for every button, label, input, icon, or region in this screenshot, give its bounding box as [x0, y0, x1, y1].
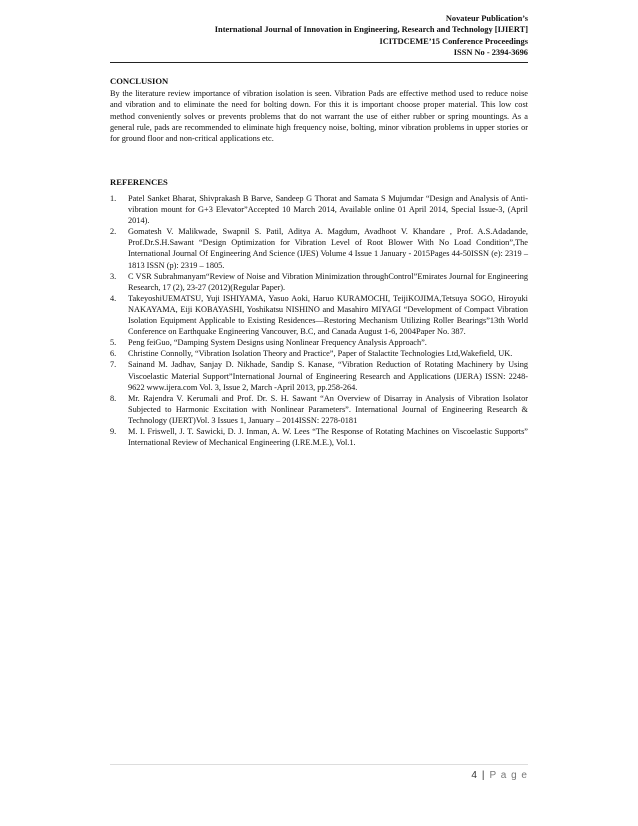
- reference-number: 4.: [110, 293, 117, 303]
- reference-text: Gomatesh V. Malikwade, Swapnil S. Patil, Aditya A. Magdum, Avadhoot V. Khandare , Prof. A.S.Adadande, Prof.Dr.S.H.Sawant “Design Optimization for Vibration Level of Root Blower With No Load Condition”,The International Journal Of Engineering And Science (IJES) Volume 4 Issue 1 January - 2015Pages 44-50ISSN (e): 2319 – 1813 ISSN (p): 2319 – 1805.: [128, 227, 528, 270]
- reference-text: Mr. Rajendra V. Kerumali and Prof. Dr. S. H. Sawant “An Overview of Disarray in Analysis of Vibration Isolator Subjected to Harmonic Excitation with Nonlinear Parameters”. International Journal of Engineering Research & Technology (IJERT)Vol. 3 Issues 1, January – 2014ISSN: 2278-0181: [128, 393, 528, 425]
- reference-number: 7.: [110, 360, 117, 370]
- reference-number: 8.: [110, 393, 117, 403]
- reference-number: 1.: [110, 194, 117, 203]
- reference-text: Patel Sanket Bharat, Shivprakash B Barve, Sandeep G Thorat and Samata S Mujumdar “Design and Analysis of Anti-vibration mount for G+3 Elevator”Accepted 10 March 2014, Available online 01 April 2014, Special Issue-3, (April 2014).: [128, 194, 528, 226]
- conclusion-paragraph: By the literature review importance of vibration isolation is seen. Vibration Pads are effective method used to reduce noise and vibration and to eliminate the need for bolting down. For this it is important choose proper material. This low cost method conveniently solves or prevents problems that do not warrant the use of either rubber or spring mountings. As a general rule, pads are recommended to eliminate high frequency noise, bolting, minor vibration problems in upper stories or for ground floor and non-critical applications etc.: [110, 89, 528, 144]
- reference-number: 9.: [110, 426, 117, 436]
- reference-item: [110, 426, 528, 448]
- references-list: [110, 193, 528, 448]
- references-heading: REFERENCES: [110, 177, 168, 187]
- issn-line: ISSN No - 2394-3696: [453, 48, 528, 58]
- page-number: 4: [471, 770, 478, 781]
- conclusion-heading: CONCLUSION: [110, 76, 169, 86]
- reference-number: 3.: [110, 271, 117, 281]
- reference-text: C VSR Subrahmanyam“Review of Noise and Vibration Minimization throughControl”Emirates Journal for Engineering Research, 17 (2), 23-27 (2012)(Regular Paper).: [128, 271, 528, 292]
- reference-number: 2.: [110, 227, 117, 237]
- footer-divider: [110, 764, 528, 765]
- page-label: P a g e: [489, 770, 528, 781]
- reference-text: M. I. Friswell, J. T. Sawicki, D. J. Inman, A. W. Lees “The Response of Rotating Machines on Viscoelastic Supports” International Review of Mechanical Engineering (I.RE.M.E.), Vol.1.: [128, 426, 528, 448]
- reference-item: [110, 193, 528, 226]
- journal-title: International Journal of Innovation in Engineering, Research and Technology [IJIERT]: [214, 25, 528, 35]
- header-divider: [110, 62, 528, 63]
- reference-item: [110, 337, 528, 348]
- reference-number: 5.: [110, 338, 117, 348]
- reference-text: Christine Connolly, “Vibration Isolation Theory and Practice”, Paper of Stalactite Technologies Ltd,Wakefield, UK.: [128, 349, 513, 359]
- reference-item: [110, 226, 528, 270]
- page-footer: [471, 770, 528, 781]
- reference-text: TakeyoshiUEMATSU, Yuji ISHIYAMA, Yasuo Aoki, Haruo KURAMOCHI, TeijiKOJIMA,Tetsuya SOGO, Hiroyuki NAKAYAMA, Eiji KOBAYASHI, Yoshikatsu NISHINO and Masahiro MIYAGI “Development of Compact Vibration Isolation Equipment Applicable to Existing Residences—Restoring Mechanism Utilizing Roller Bearings”13th World Conference on Earthquake Engineering Vancouver, B.C, and Canada August 1-6, 2004Paper No. 387.: [128, 293, 528, 337]
- conference-line: ICITDCEME’15 Conference Proceedings: [379, 36, 528, 46]
- reference-item: [110, 348, 528, 359]
- footer-separator: |: [481, 770, 486, 781]
- reference-text: Peng feiGuo, “Damping System Designs using Nonlinear Frequency Analysis Approach”.: [128, 338, 427, 348]
- reference-number: 6.: [110, 349, 117, 359]
- running-header: [48, 13, 528, 59]
- publisher-line: Novateur Publication’s: [445, 14, 528, 23]
- reference-item: [110, 293, 528, 337]
- reference-item: [110, 393, 528, 426]
- reference-item: [110, 359, 528, 392]
- reference-text: Sainand M. Jadhav, Sanjay D. Nikhade, Sandip S. Kanase, “Vibration Reduction of Rotating Machinery by Using Viscoelastic Material Support”International Journal of Engineering Research and Applications (IJERA) ISSN: 2248-9622 www.ijera.com Vol. 3, Issue 2, March -April 2013, pp.258-264.: [128, 360, 528, 392]
- reference-item: [110, 271, 528, 293]
